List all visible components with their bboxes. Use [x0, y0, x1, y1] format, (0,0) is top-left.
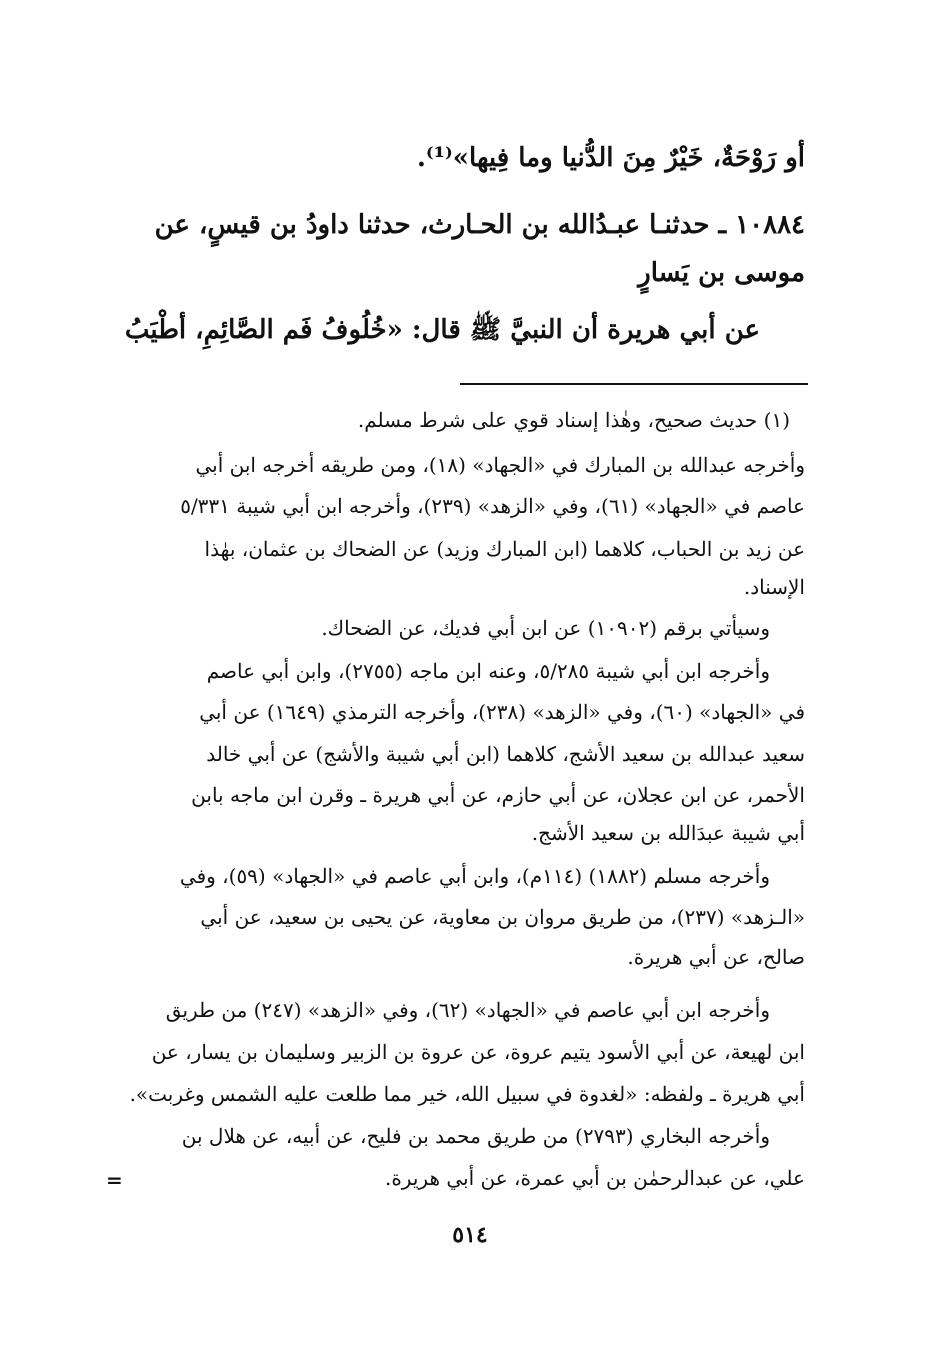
footnote-line: علي، عن عبدالرحمٰن بن أبي عمرة، عن أبي هريرة. [384, 1166, 805, 1190]
footnote-line: سعيد عبدالله بن سعيد الأشج، كلاهما (ابن أبي شيبة والأشج) عن أبي خالد [206, 742, 805, 766]
footnote-line: وأخرجه ابن أبي شيبة ٥/٢٨٥، وعنه ابن ماجه (٢٧٥٥)، وابن أبي عاصم [206, 659, 770, 683]
main-text-line: أو رَوْحَةٌ، خَيْرٌ مِنَ الدُّنيا وما فِيها»⁽¹⁾. [416, 143, 805, 173]
footnote-line: وأخرجه ابن أبي عاصم في «الجهاد» (٦٢)، وفي «الزهد» (٢٤٧) من طريق [165, 998, 770, 1022]
footnote-line: عاصم في «الجهاد» (٦١)، وفي «الزهد» (٢٣٩)، وأخرجه ابن أبي شيبة ٥/٣٣١ [180, 494, 805, 518]
footnote-line: وأخرجه مسلم (١٨٨٢) (١١٤م)، وابن أبي عاصم في «الجهاد» (٥٩)، وفي [179, 864, 770, 888]
footnote-line: الإسناد. [743, 575, 805, 599]
main-text-line: موسى بن يَسارٍ [638, 258, 805, 288]
page-number: ٥١٤ [452, 1222, 488, 1248]
footnote-line: صالح، عن أبي هريرة. [627, 945, 805, 969]
footnote-line: (١) حديث صحيح، وهٰذا إسناد قوي على شرط مسلم. [357, 408, 790, 432]
footnote-line: «الـزهد» (٢٣٧)، من طريق مروان بن معاوية، عن يحيى بن سعيد، عن أبي [200, 905, 805, 929]
footnote-line: وأخرجه البخاري (٢٧٩٣) من طريق محمد بن فليح، عن أبيه، عن هلال بن [181, 1124, 770, 1148]
footnote-line: أبي هريرة ـ ولفظه: «لغدوة في سبيل الله، خير مما طلعت عليه الشمس وغربت». [129, 1082, 805, 1106]
hadith-number-line: ١٠٨٨٤ ـ حدثنـا عبـدُالله بن الحـارث، حدثنا داودُ بن قيسٍ، عن [154, 210, 805, 240]
main-text-line: عن أبي هريرة أن النبيَّ ﷺ قال: «خُلُوفُ فَم الصَّائِمِ، أطْيَبُ [124, 315, 760, 345]
continuation-mark: = [106, 1168, 123, 1192]
footnote-line: أبي شيبة عبدَالله بن سعيد الأشج. [531, 821, 805, 845]
footnote-line: وسيأتي برقم (١٠٩٠٢) عن ابن أبي فديك، عن الضحاك. [321, 616, 770, 640]
footnote-line: الأحمر، عن ابن عجلان، عن أبي حازم، عن أبي هريرة ـ وقرن ابن ماجه بابن [191, 783, 805, 807]
footnote-line: في «الجهاد» (٦٠)، وفي «الزهد» (٢٣٨)، وأخرجه الترمذي (١٦٤٩) عن أبي [199, 700, 805, 724]
footnote-line: عن زيد بن الحباب، كلاهما (ابن المبارك وزيد) عن الضحاك بن عثمان، بهٰذا [204, 537, 805, 561]
footnote-line: ابن لهيعة، عن أبي الأسود يتيم عروة، عن عروة بن الزبير وسليمان بن يسار، عن [151, 1040, 805, 1064]
footnote-separator [460, 383, 808, 385]
footnote-line: وأخرجه عبدالله بن المبارك في «الجهاد» (١٨)، ومن طريقه أخرجه ابن أبي [195, 453, 805, 477]
